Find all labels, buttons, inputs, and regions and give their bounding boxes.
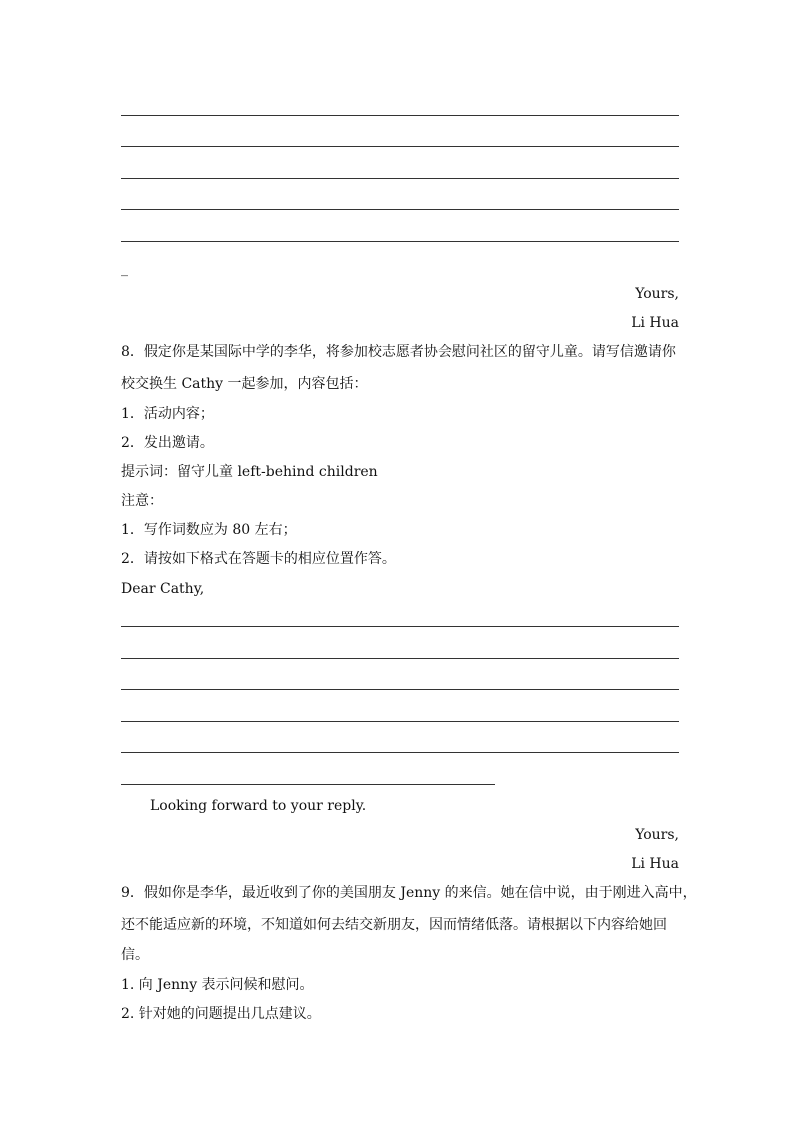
answer-line [121,241,679,242]
q9-prompt-line-1: 9．假如你是李华，最近收到了你的美国朋友 Jenny 的来信。她在信中说，由于刚进入高中， [121,885,697,901]
answer-line-short [121,784,495,785]
answer-line [121,115,679,116]
q8-sign-off: Looking forward to your reply. [150,798,367,814]
answer-line [121,658,679,659]
q8-salutation: Dear Cathy, [121,581,205,597]
q8-point-1: 1．活动内容； [121,406,214,422]
answer-line [121,752,679,753]
q8-prompt-line-2: 校交换生 Cathy 一起参加，内容包括： [121,376,368,392]
letter-closing: Yours, [635,286,679,302]
answer-line-tail: _ [121,261,128,277]
q8-hint: 提示词：留守儿童 left-behind children [121,464,378,480]
q8-prompt-line-1: 8．假定你是某国际中学的李华，将参加校志愿者协会慰问社区的留守儿童。请写信邀请你 [121,344,676,360]
answer-line [121,689,679,690]
q9-prompt-line-2: 还不能适应新的环境，不知道如何去结交新朋友，因而情绪低落。请根据以下内容给她回 [121,917,667,933]
q8-note-label: 注意： [121,493,163,509]
answer-line [121,146,679,147]
answer-line [121,209,679,210]
q8-note-1: 1．写作词数应为 80 左右； [121,522,297,538]
q8-note-2: 2．请按如下格式在答题卡的相应位置作答。 [121,551,396,567]
answer-line [121,178,679,179]
q8-signature: Li Hua [631,856,679,872]
q9-point-1: 1. 向 Jenny 表示问候和慰问。 [121,977,314,993]
answer-line [121,721,679,722]
letter-signature: Li Hua [631,315,679,331]
q9-point-2: 2. 针对她的问题提出几点建议。 [121,1006,321,1022]
q9-prompt-line-3: 信。 [121,947,149,963]
answer-line [121,626,679,627]
q8-closing: Yours, [635,827,679,843]
q8-point-2: 2．发出邀请。 [121,435,214,451]
